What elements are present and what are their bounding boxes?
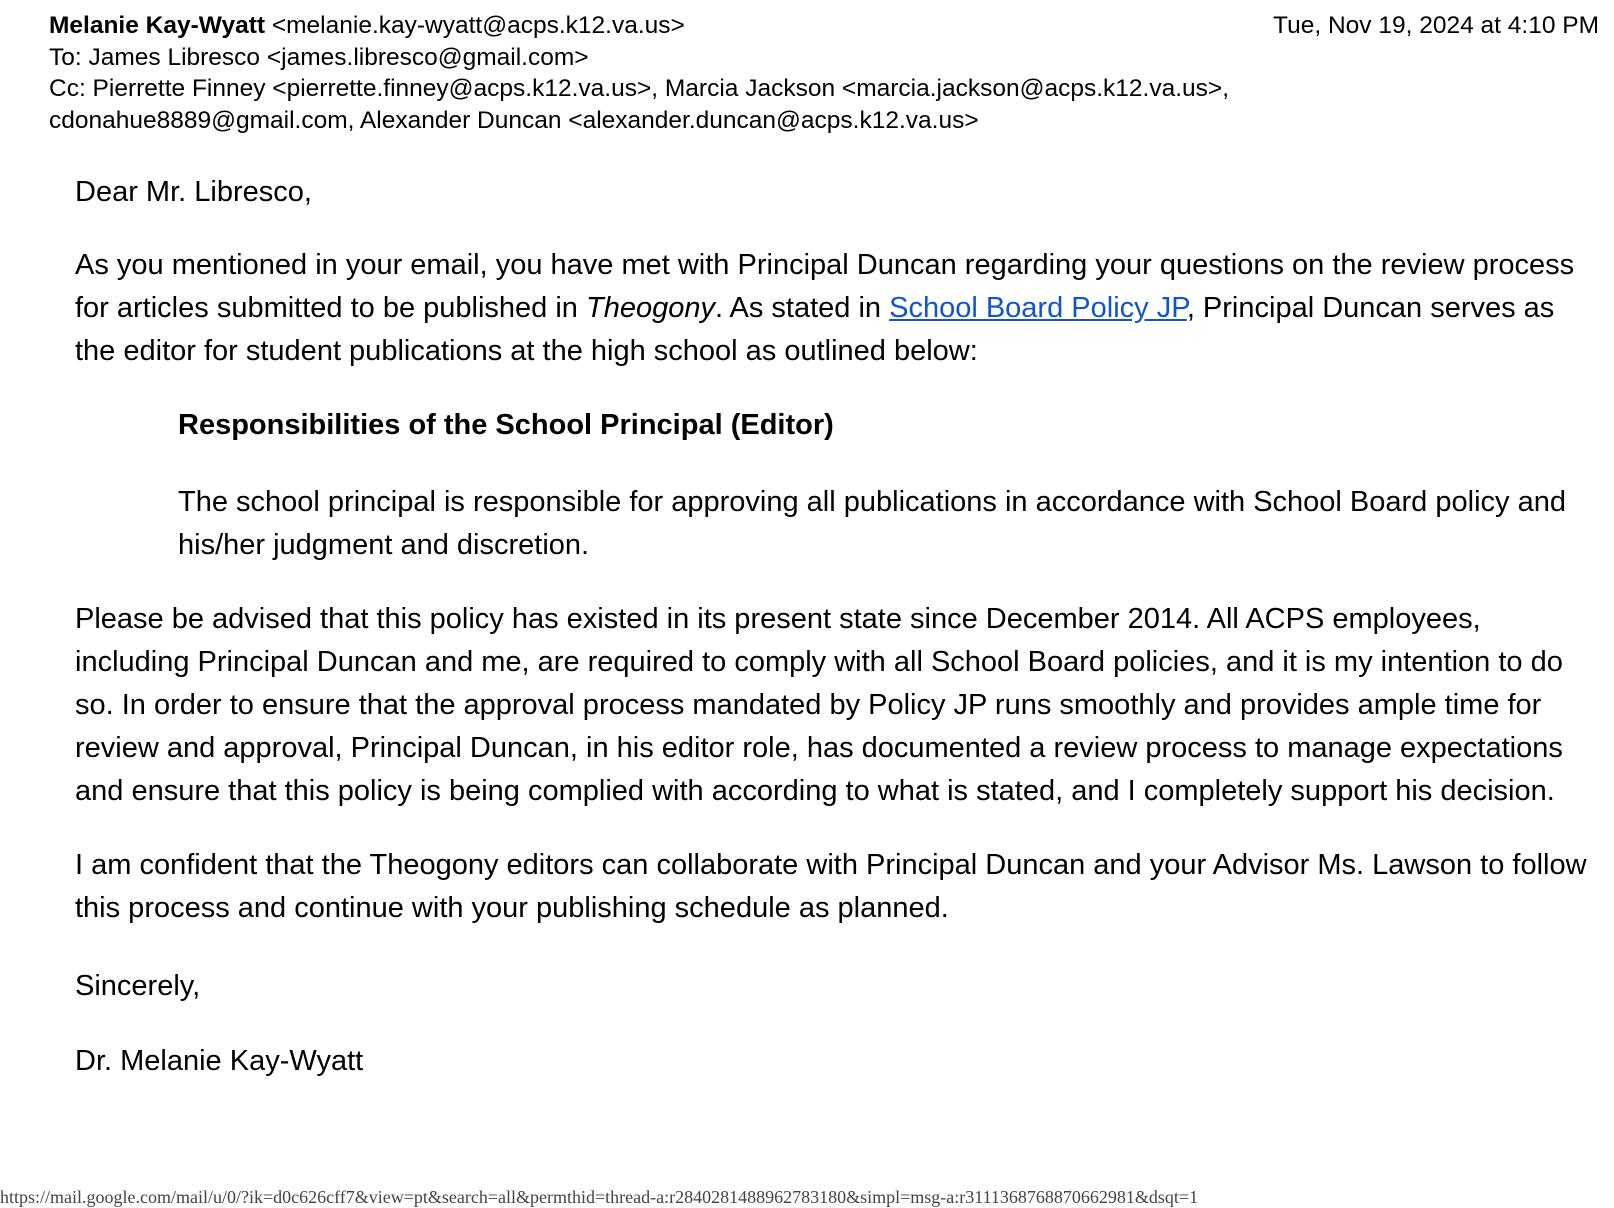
sender-email: <melanie.kay-wyatt@acps.k12.va.us> (265, 12, 685, 39)
signature: Dr. Melanie Kay-Wyatt (75, 1045, 364, 1077)
sender-name: Melanie Kay-Wyatt (49, 12, 266, 39)
paragraph-policy-compliance: Please be advised that this policy has existed in its present state since December 2014. All ACPS employees, including Principal Duncan and me, are required to comply with all School Board policies, and it is my intention to do so. In order to ensure that the approval process mandated by Policy JP runs smoothly and provides ample time for review and approval, Principal Duncan, in his editor role, has documented a review process to manage expectations and ensure that this policy is being complied with according to what is stated, and I completely support his decision. (75, 603, 1563, 807)
greeting: Dear Mr. Libresco, (75, 176, 312, 208)
paragraph-review-process (75, 244, 1595, 373)
paragraph-text: , Principal Duncan serves as the editor for student publications at the high school as outlined below: (75, 292, 1555, 367)
policy-heading: Responsibilities of the School Principal (Editor) (178, 409, 834, 441)
to-line: To: James Libresco <james.libresco@gmail.com> (49, 43, 589, 71)
policy-quote (178, 404, 1595, 567)
paragraph-collaboration: I am confident that the Theogony editors can collaborate with Principal Duncan and your Advisor Ms. Lawson to follow this process and continue with your publishing schedule as planned. (75, 849, 1587, 924)
cc-line: Cc: Pierrette Finney <pierrette.finney@acps.k12.va.us>, Marcia Jackson <marcia.jackson@acps.k12.va.us>, (49, 75, 1229, 102)
print-footer-url: https://mail.google.com/mail/u/0/?ik=d0c626cff7&view=pt&search=all&permthid=thread-a:r2840281488962783180&simpl=msg-a:r3111368768870662981&dsqt=1 (0, 1187, 1199, 1207)
email-body (75, 171, 1595, 1083)
cc-line-continued: cdonahue8889@gmail.com, Alexander Duncan <alexander.duncan@acps.k12.va.us> (49, 106, 979, 134)
paragraph-text: . As stated in (715, 292, 890, 324)
paragraph-text: As you mentioned in your email, you have met with Principal Duncan regarding your questions on the review process for articles submitted to be published in (75, 249, 1575, 324)
email-header (49, 10, 1599, 136)
policy-jp-link[interactable]: School Board Policy JP (889, 292, 1187, 324)
publication-name: Theogony (586, 292, 715, 324)
email-date: Tue, Nov 19, 2024 at 4:10 PM (1273, 12, 1599, 39)
closing: Sincerely, (75, 970, 201, 1002)
policy-text: The school principal is responsible for approving all publications in accordance with School Board policy and his/her judgment and discretion. (178, 486, 1566, 561)
